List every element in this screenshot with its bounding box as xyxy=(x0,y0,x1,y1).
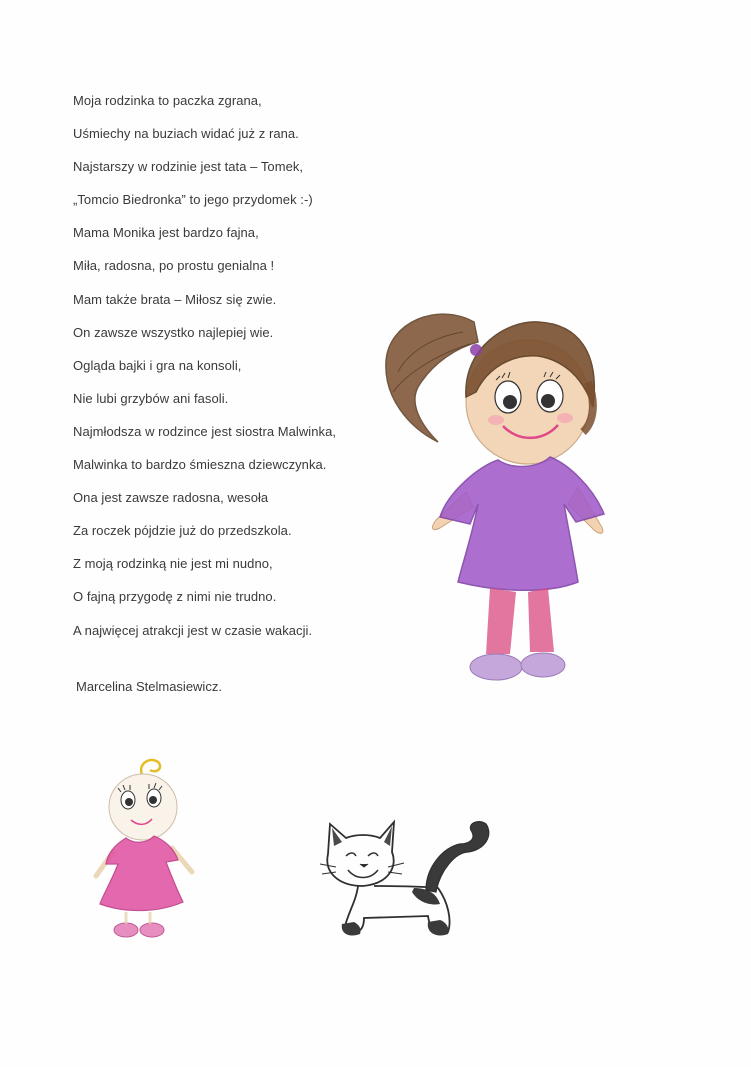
girl-with-ponytail-drawing xyxy=(378,292,618,687)
poem-line-4: „Tomcio Biedronka” to jego przydomek :-) xyxy=(73,192,313,208)
poem-line-15: Z moją rodzinką nie jest mi nudno, xyxy=(73,556,273,572)
girl-drawing-svg xyxy=(378,292,618,687)
poem-line-14: Za roczek pójdzie już do przedszkola. xyxy=(73,523,292,539)
poem-line-6: Miła, radosna, po prostu genialna ! xyxy=(73,258,275,274)
poem-line-8: On zawsze wszystko najlepiej wie. xyxy=(73,324,274,340)
baby-drawing-svg xyxy=(88,752,203,944)
cat-drawing-svg xyxy=(318,812,500,942)
signature: Marcelina Stelmasiewicz. xyxy=(76,679,222,694)
poem-line-9: Ogląda bajki i gra na konsoli, xyxy=(73,357,242,373)
poem-line-5: Mama Monika jest bardzo fajna, xyxy=(73,225,259,241)
poem-line-1: Moja rodzinka to paczka zgrana, xyxy=(73,93,262,108)
poem xyxy=(73,84,393,647)
baby-girl-drawing xyxy=(88,752,203,944)
poem-line-13: Ona jest zawsze radosna, wesoła xyxy=(73,490,269,506)
poem-line-10: Nie lubi grzybów ani fasoli. xyxy=(73,390,229,406)
poem-line-12: Malwinka to bardzo śmieszna dziewczynka. xyxy=(73,457,327,473)
poem-line-17: A najwięcej atrakcji jest w czasie wakacji. xyxy=(73,622,313,638)
poem-line-3: Najstarszy w rodzinie jest tata – Tomek, xyxy=(73,159,304,175)
poem-line-16: O fajną przygodę z nimi nie trudno. xyxy=(73,589,277,605)
poem-line-2: Uśmiechy na buziach widać już z rana. xyxy=(73,126,299,142)
black-white-cat-drawing xyxy=(318,812,500,942)
poem-line-11: Najmłodsza w rodzince jest siostra Malwinka, xyxy=(73,423,337,439)
poem-line-7: Mam także brata – Miłosz się zwie. xyxy=(73,291,277,307)
